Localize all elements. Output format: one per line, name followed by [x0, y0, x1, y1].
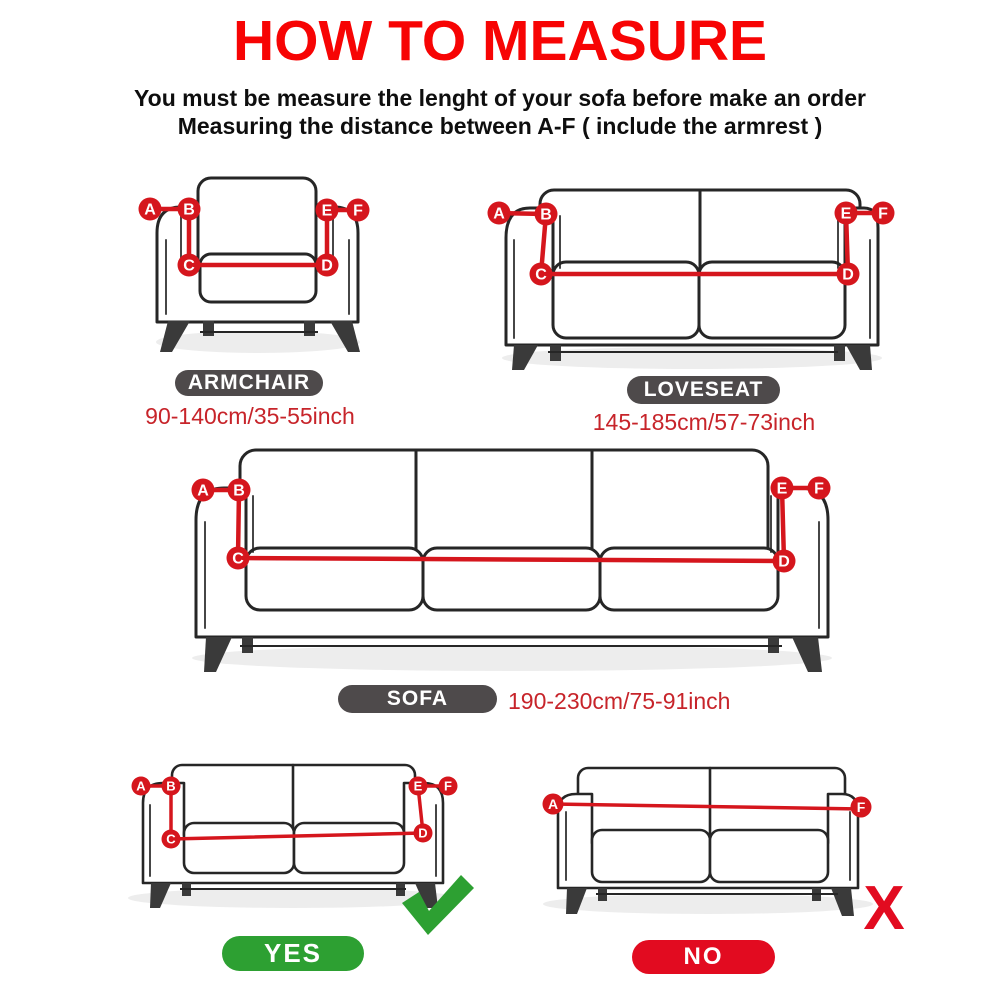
sofa-point-f: [808, 477, 831, 500]
armchair-seat-cushion: [200, 254, 316, 302]
sofa-point-b: [228, 479, 251, 502]
loveseat-point-f: [872, 202, 895, 225]
armchair-point-e: [316, 199, 339, 222]
svg-text:F: F: [878, 205, 888, 223]
loveseat-point-b: [535, 203, 558, 226]
svg-text:F: F: [814, 480, 824, 498]
yes-sofa-cushion-left: [184, 823, 294, 873]
sofa-point-c: [227, 547, 250, 570]
sofa-shadow: [192, 645, 832, 671]
svg-text:E: E: [413, 778, 423, 794]
svg-text:F: F: [856, 798, 866, 815]
sofa-cushion-right: [600, 548, 778, 610]
svg-text:D: D: [778, 553, 790, 571]
page-title: HOW TO MEASURE: [232, 9, 768, 73]
yes-point-f: [439, 777, 458, 796]
svg-text:C: C: [183, 257, 195, 275]
yes-badge: YES: [222, 936, 364, 971]
yes-point-b: [162, 777, 181, 796]
svg-text:D: D: [842, 266, 854, 284]
armchair-point-d: [316, 254, 339, 277]
no-sofa-cushion-left: [592, 830, 710, 882]
subtitle-line-2: Measuring the distance between A-F ( include the armrest ): [177, 113, 823, 139]
svg-text:A: A: [136, 778, 146, 794]
svg-text:D: D: [418, 825, 428, 841]
sofa-point-d: [773, 550, 796, 573]
yes-point-d: [414, 824, 433, 843]
armchair-shadow: [156, 331, 360, 353]
yes-sofa-cushion-right: [294, 823, 404, 873]
svg-text:A: A: [547, 795, 559, 812]
svg-text:E: E: [321, 202, 333, 220]
no-badge: NO: [632, 940, 775, 974]
loveseat-badge: LOVESEAT: [627, 376, 780, 404]
svg-text:C: C: [166, 831, 176, 847]
svg-text:A: A: [197, 482, 209, 500]
armchair-point-f: [347, 199, 370, 222]
sofa-size-text: 190-230cm/75-91inch: [508, 688, 731, 714]
sofa-point-a: [192, 479, 215, 502]
loveseat-point-e: [835, 202, 858, 225]
svg-text:B: B: [233, 482, 245, 500]
armchair-diagram: [90, 160, 420, 370]
loveseat-point-a: [488, 202, 511, 225]
loveseat-point-d: [837, 263, 860, 286]
svg-text:B: B: [540, 206, 552, 224]
yes-point-c: [162, 830, 181, 849]
svg-text:C: C: [535, 266, 547, 284]
yes-point-a: [132, 777, 151, 796]
yes-example-diagram: [105, 750, 485, 945]
svg-text:D: D: [321, 257, 333, 275]
svg-text:E: E: [840, 205, 852, 223]
svg-text:F: F: [444, 778, 452, 794]
sofa-badge: SOFA: [338, 685, 497, 713]
svg-text:F: F: [353, 202, 363, 220]
no-point-f: [851, 797, 872, 818]
no-sofa-shadow: [543, 894, 873, 914]
armchair-size-text: 90-140cm/35-55inch: [145, 403, 355, 429]
loveseat-size-text: 145-185cm/57-73inch: [592, 409, 816, 435]
armchair-point-a: [139, 198, 162, 221]
armchair-badge: ARMCHAIR: [175, 370, 323, 396]
svg-text:A: A: [144, 201, 156, 219]
x-mark: X: [863, 874, 905, 943]
sofa-diagram: [170, 440, 850, 680]
armchair-point-b: [178, 198, 201, 221]
svg-text:A: A: [493, 205, 505, 223]
armchair-leg-inner-left: [203, 321, 214, 336]
armchair-leg-inner-right: [304, 321, 315, 336]
no-point-a: [543, 794, 564, 815]
subtitle-line-1: You must be measure the lenght of your sofa before make an order: [134, 85, 866, 111]
svg-text:B: B: [166, 778, 176, 794]
sofa-point-e: [771, 477, 794, 500]
svg-text:E: E: [776, 480, 788, 498]
svg-text:B: B: [183, 201, 195, 219]
yes-point-e: [409, 777, 428, 796]
loveseat-point-c: [530, 263, 553, 286]
svg-text:C: C: [232, 550, 244, 568]
no-example-diagram: [525, 750, 935, 945]
loveseat-diagram: [480, 175, 905, 375]
no-sofa-cushion-right: [710, 830, 828, 882]
armchair-point-c: [178, 254, 201, 277]
